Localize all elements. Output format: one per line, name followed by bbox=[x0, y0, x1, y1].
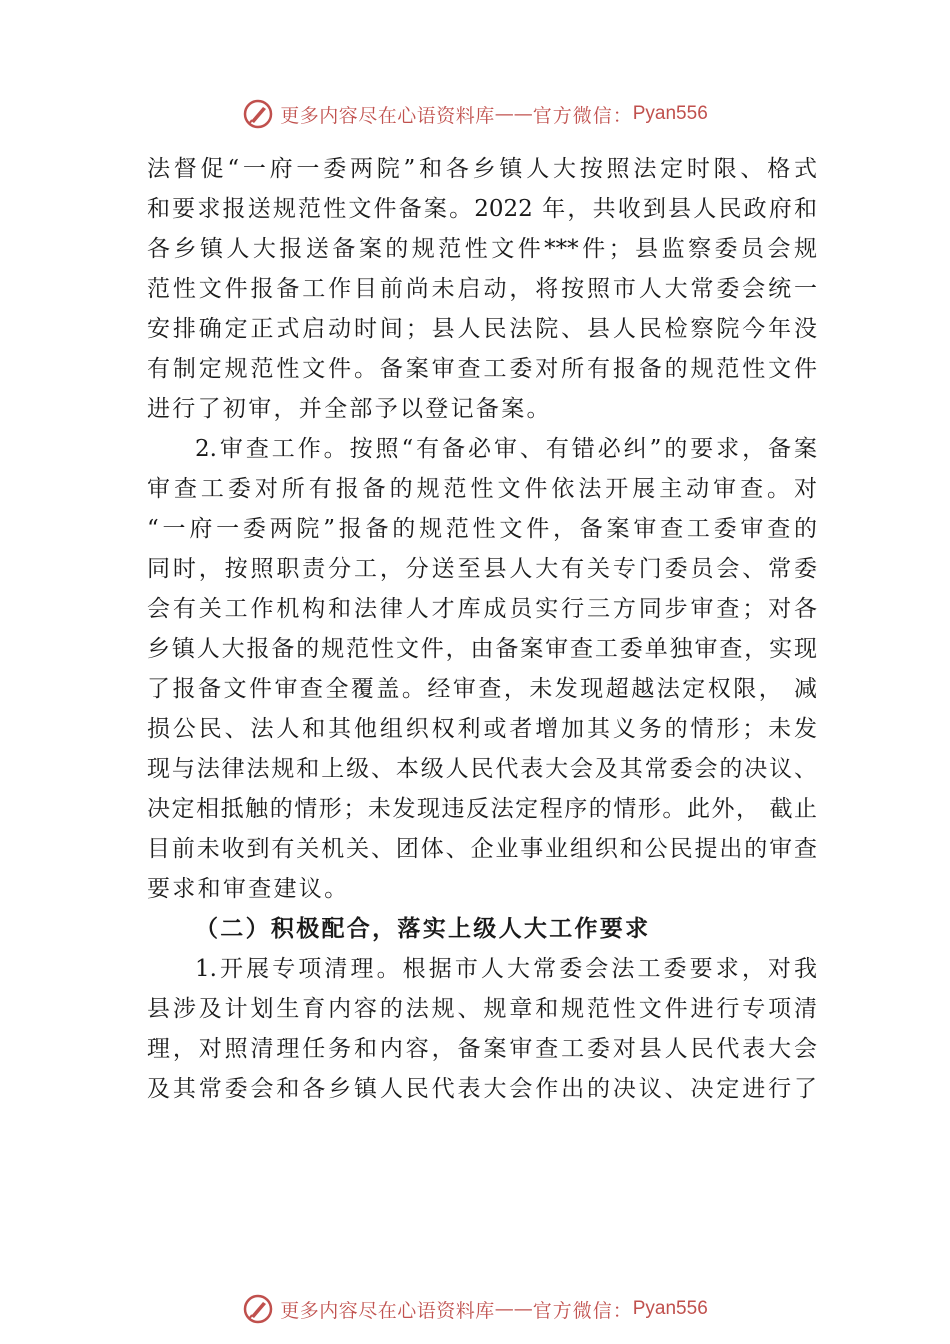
text-line: 现与法律法规和上级、本级人民代表大会及其常委会的决议、 bbox=[147, 756, 817, 782]
watermark-brand: 更多内容尽在心语资料库 bbox=[280, 104, 495, 127]
text-line: 法督促“一府一委两院”和各乡镇人大按照法定时限、格式 bbox=[147, 156, 817, 182]
text-line: 有制定规范性文件。备案审查工委对所有报备的规范性文件 bbox=[147, 356, 817, 382]
text-line: 各乡镇人大报送备案的规范性文件***件；县监察委员会规 bbox=[147, 236, 817, 262]
text-line: 及其常委会和各乡镇人民代表大会作出的决议、决定进行了 bbox=[147, 1076, 817, 1102]
text-line: 会有关工作机构和法律人才库成员实行三方同步审查；对各 bbox=[147, 596, 817, 622]
quill-logo-icon bbox=[242, 98, 274, 130]
watermark-label: 官方微信： bbox=[532, 1299, 633, 1322]
quill-logo-icon bbox=[242, 1293, 274, 1325]
watermark-dash: —— bbox=[494, 1298, 533, 1320]
text-line: 同时，按照职责分工，分送至县人大有关专门委员会、常委 bbox=[147, 556, 817, 582]
text-line: 进行了初审，并全部予以登记备案。 bbox=[147, 396, 552, 422]
header-watermark bbox=[0, 94, 950, 134]
text-line: 理，对照清理任务和内容，备案审查工委对县人民代表大会 bbox=[147, 1036, 817, 1062]
text-line: 安排确定正式启动时间；县人民法院、县人民检察院今年没 bbox=[147, 316, 817, 342]
text-line: 1.开展专项清理。根据市人大常委会法工委要求，对我 bbox=[195, 956, 817, 982]
text-line: 决定相抵触的情形；未发现违反法定程序的情形。此外， 截止 bbox=[147, 796, 817, 822]
text-line: 范性文件报备工作目前尚未启动，将按照市人大常委会统一 bbox=[147, 276, 817, 302]
text-line: 审查工委对所有报备的规范性文件依法开展主动审查。对 bbox=[147, 476, 817, 502]
footer-watermark bbox=[0, 1289, 950, 1329]
text-line: 和要求报送规范性文件备案。2022 年，共收到县人民政府和 bbox=[147, 196, 817, 222]
text-line: 损公民、法人和其他组织权利或者增加其义务的情形；未发 bbox=[147, 716, 817, 742]
watermark-brand: 更多内容尽在心语资料库 bbox=[280, 1299, 495, 1322]
watermark-dash: —— bbox=[494, 103, 533, 125]
text-line: 要求和审查建议。 bbox=[147, 876, 350, 902]
section-heading: （二）积极配合，落实上级人大工作要求 bbox=[195, 915, 651, 942]
document-body bbox=[147, 149, 817, 1109]
watermark-account: Pyan556 bbox=[632, 1298, 708, 1319]
watermark-label: 官方微信： bbox=[532, 104, 633, 127]
text-line: 乡镇人大报备的规范性文件，由备案审查工委单独审查，实现 bbox=[147, 636, 817, 662]
text-line: 2.审查工作。按照“有备必审、有错必纠”的要求，备案 bbox=[195, 436, 817, 462]
text-line: “一府一委两院”报备的规范性文件，备案审查工委审查的 bbox=[147, 516, 817, 542]
text-line: 目前未收到有关机关、团体、企业事业组织和公民提出的审查 bbox=[147, 836, 817, 862]
text-line: 县涉及计划生育内容的法规、规章和规范性文件进行专项清 bbox=[147, 996, 817, 1022]
watermark-account: Pyan556 bbox=[632, 103, 708, 124]
text-line: 了报备文件审查全覆盖。经审查，未发现超越法定权限， 减 bbox=[147, 676, 817, 702]
